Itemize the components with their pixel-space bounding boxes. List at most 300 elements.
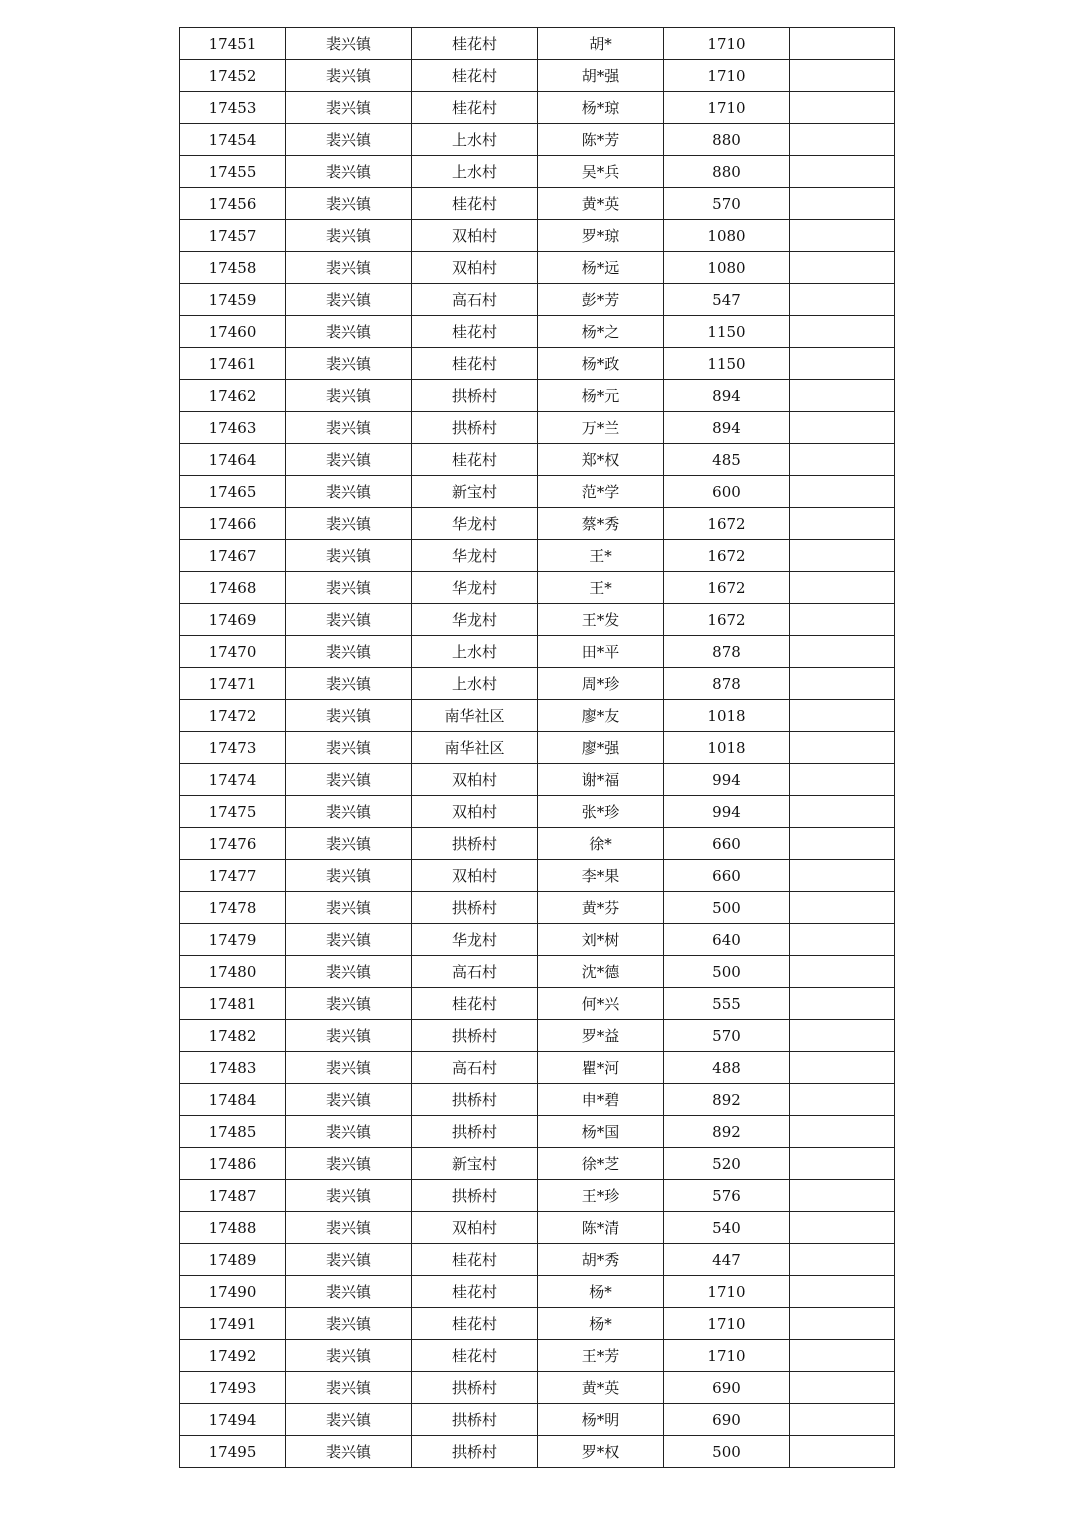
cell-amount: 690 [664,1372,790,1404]
cell-amount: 547 [664,284,790,316]
cell-name: 刘*树 [538,924,664,956]
cell-serial-number: 17464 [180,444,286,476]
cell-town: 裴兴镇 [286,28,412,60]
cell-name: 吴*兵 [538,156,664,188]
cell-town: 裴兴镇 [286,1180,412,1212]
cell-village: 华龙村 [412,924,538,956]
cell-note [790,348,895,380]
cell-serial-number: 17460 [180,316,286,348]
cell-town: 裴兴镇 [286,1052,412,1084]
cell-note [790,1020,895,1052]
cell-town: 裴兴镇 [286,604,412,636]
cell-note [790,1372,895,1404]
cell-name: 王*珍 [538,1180,664,1212]
cell-amount: 894 [664,412,790,444]
cell-amount: 892 [664,1084,790,1116]
cell-village: 桂花村 [412,1340,538,1372]
cell-note [790,412,895,444]
table-row [180,732,895,764]
cell-name: 瞿*河 [538,1052,664,1084]
cell-name: 何*兴 [538,988,664,1020]
cell-note [790,1308,895,1340]
cell-serial-number: 17490 [180,1276,286,1308]
cell-serial-number: 17478 [180,892,286,924]
cell-town: 裴兴镇 [286,1372,412,1404]
cell-name: 杨*琼 [538,92,664,124]
cell-name: 杨*国 [538,1116,664,1148]
cell-village: 双柏村 [412,764,538,796]
cell-town: 裴兴镇 [286,924,412,956]
cell-serial-number: 17495 [180,1436,286,1468]
table-row [180,1180,895,1212]
cell-village: 桂花村 [412,1244,538,1276]
cell-amount: 1710 [664,1308,790,1340]
cell-town: 裴兴镇 [286,380,412,412]
cell-note [790,1276,895,1308]
cell-serial-number: 17481 [180,988,286,1020]
cell-name: 陈*清 [538,1212,664,1244]
cell-note [790,1180,895,1212]
table-body [180,28,895,1468]
cell-note [790,1116,895,1148]
cell-town: 裴兴镇 [286,700,412,732]
cell-town: 裴兴镇 [286,732,412,764]
cell-amount: 1710 [664,1276,790,1308]
cell-note [790,860,895,892]
cell-amount: 1150 [664,316,790,348]
cell-amount: 892 [664,1116,790,1148]
cell-note [790,1148,895,1180]
cell-note [790,956,895,988]
table-row [180,1212,895,1244]
cell-note [790,1340,895,1372]
cell-village: 高石村 [412,956,538,988]
cell-serial-number: 17457 [180,220,286,252]
table-row [180,1436,895,1468]
cell-serial-number: 17480 [180,956,286,988]
table-row [180,1052,895,1084]
cell-name: 田*平 [538,636,664,668]
cell-name: 廖*友 [538,700,664,732]
table-row [180,604,895,636]
cell-name: 廖*强 [538,732,664,764]
cell-village: 上水村 [412,156,538,188]
cell-village: 桂花村 [412,1308,538,1340]
cell-amount: 540 [664,1212,790,1244]
cell-village: 拱桥村 [412,1436,538,1468]
cell-serial-number: 17482 [180,1020,286,1052]
cell-amount: 994 [664,796,790,828]
cell-town: 裴兴镇 [286,860,412,892]
cell-note [790,892,895,924]
cell-serial-number: 17473 [180,732,286,764]
table-row [180,316,895,348]
cell-village: 桂花村 [412,316,538,348]
cell-amount: 485 [664,444,790,476]
cell-village: 拱桥村 [412,1020,538,1052]
cell-name: 杨*之 [538,316,664,348]
cell-serial-number: 17494 [180,1404,286,1436]
cell-town: 裴兴镇 [286,60,412,92]
cell-name: 王*发 [538,604,664,636]
cell-note [790,380,895,412]
cell-amount: 660 [664,860,790,892]
cell-town: 裴兴镇 [286,828,412,860]
cell-town: 裴兴镇 [286,1212,412,1244]
cell-note [790,1084,895,1116]
cell-village: 拱桥村 [412,1116,538,1148]
cell-village: 高石村 [412,284,538,316]
cell-serial-number: 17471 [180,668,286,700]
cell-amount: 1150 [664,348,790,380]
table-row [180,668,895,700]
table-row [180,988,895,1020]
cell-serial-number: 17484 [180,1084,286,1116]
cell-serial-number: 17491 [180,1308,286,1340]
cell-village: 拱桥村 [412,1404,538,1436]
cell-name: 杨*明 [538,1404,664,1436]
cell-amount: 500 [664,892,790,924]
cell-note [790,220,895,252]
table-row [180,92,895,124]
cell-note [790,188,895,220]
cell-amount: 600 [664,476,790,508]
cell-name: 徐*芝 [538,1148,664,1180]
cell-village: 拱桥村 [412,828,538,860]
cell-amount: 1672 [664,540,790,572]
cell-village: 拱桥村 [412,1372,538,1404]
cell-name: 黄*英 [538,188,664,220]
cell-serial-number: 17462 [180,380,286,412]
cell-town: 裴兴镇 [286,1276,412,1308]
cell-village: 桂花村 [412,60,538,92]
cell-note [790,732,895,764]
table-row [180,1340,895,1372]
table-row [180,540,895,572]
cell-name: 徐* [538,828,664,860]
cell-town: 裴兴镇 [286,252,412,284]
cell-note [790,540,895,572]
cell-amount: 1710 [664,92,790,124]
cell-note [790,636,895,668]
cell-note [790,988,895,1020]
cell-name: 胡*强 [538,60,664,92]
cell-note [790,92,895,124]
subsidy-table [179,27,895,1468]
cell-town: 裴兴镇 [286,1404,412,1436]
cell-town: 裴兴镇 [286,124,412,156]
cell-name: 彭*芳 [538,284,664,316]
cell-amount: 660 [664,828,790,860]
cell-note [790,700,895,732]
table-row [180,220,895,252]
cell-village: 华龙村 [412,540,538,572]
table-row [180,188,895,220]
cell-amount: 880 [664,156,790,188]
table-row [180,860,895,892]
cell-serial-number: 17472 [180,700,286,732]
cell-amount: 1672 [664,572,790,604]
cell-note [790,1244,895,1276]
table-row [180,156,895,188]
cell-village: 上水村 [412,668,538,700]
cell-name: 杨* [538,1308,664,1340]
table-row [180,1020,895,1052]
cell-name: 王* [538,540,664,572]
cell-serial-number: 17489 [180,1244,286,1276]
table-row [180,1276,895,1308]
cell-name: 陈*芳 [538,124,664,156]
cell-town: 裴兴镇 [286,284,412,316]
cell-amount: 1018 [664,732,790,764]
cell-note [790,1436,895,1468]
cell-note [790,252,895,284]
cell-village: 新宝村 [412,1148,538,1180]
table-row [180,764,895,796]
cell-amount: 1080 [664,252,790,284]
cell-village: 拱桥村 [412,892,538,924]
cell-serial-number: 17485 [180,1116,286,1148]
cell-note [790,316,895,348]
table-row [180,476,895,508]
cell-serial-number: 17488 [180,1212,286,1244]
cell-amount: 570 [664,188,790,220]
cell-serial-number: 17458 [180,252,286,284]
cell-amount: 880 [664,124,790,156]
cell-amount: 994 [664,764,790,796]
cell-amount: 555 [664,988,790,1020]
cell-note [790,924,895,956]
cell-note [790,1212,895,1244]
cell-note [790,508,895,540]
cell-serial-number: 17452 [180,60,286,92]
cell-amount: 500 [664,956,790,988]
cell-serial-number: 17456 [180,188,286,220]
cell-note [790,828,895,860]
cell-name: 王* [538,572,664,604]
cell-town: 裴兴镇 [286,1436,412,1468]
cell-village: 桂花村 [412,444,538,476]
cell-name: 万*兰 [538,412,664,444]
cell-serial-number: 17486 [180,1148,286,1180]
cell-serial-number: 17453 [180,92,286,124]
table-row [180,508,895,540]
cell-town: 裴兴镇 [286,444,412,476]
cell-town: 裴兴镇 [286,668,412,700]
cell-town: 裴兴镇 [286,1148,412,1180]
table-row [180,284,895,316]
table-row [180,1116,895,1148]
cell-town: 裴兴镇 [286,412,412,444]
cell-town: 裴兴镇 [286,220,412,252]
cell-name: 杨* [538,1276,664,1308]
cell-town: 裴兴镇 [286,316,412,348]
cell-name: 罗*益 [538,1020,664,1052]
cell-village: 上水村 [412,636,538,668]
cell-note [790,1404,895,1436]
cell-town: 裴兴镇 [286,92,412,124]
cell-amount: 690 [664,1404,790,1436]
cell-name: 蔡*秀 [538,508,664,540]
cell-serial-number: 17468 [180,572,286,604]
cell-town: 裴兴镇 [286,540,412,572]
cell-serial-number: 17479 [180,924,286,956]
table-row [180,412,895,444]
table-row [180,1148,895,1180]
cell-note [790,28,895,60]
cell-serial-number: 17493 [180,1372,286,1404]
cell-amount: 1710 [664,60,790,92]
cell-village: 双柏村 [412,252,538,284]
cell-town: 裴兴镇 [286,1084,412,1116]
table-row [180,380,895,412]
cell-serial-number: 17487 [180,1180,286,1212]
cell-serial-number: 17474 [180,764,286,796]
cell-name: 谢*福 [538,764,664,796]
table-row [180,700,895,732]
cell-name: 杨*政 [538,348,664,380]
cell-town: 裴兴镇 [286,1244,412,1276]
cell-village: 拱桥村 [412,1084,538,1116]
cell-town: 裴兴镇 [286,1340,412,1372]
cell-name: 杨*远 [538,252,664,284]
cell-serial-number: 17470 [180,636,286,668]
table-row [180,124,895,156]
cell-serial-number: 17459 [180,284,286,316]
cell-amount: 576 [664,1180,790,1212]
cell-amount: 894 [664,380,790,412]
table-row [180,1084,895,1116]
cell-note [790,572,895,604]
table-row [180,572,895,604]
cell-town: 裴兴镇 [286,764,412,796]
table-row [180,636,895,668]
table-row [180,252,895,284]
cell-village: 华龙村 [412,604,538,636]
cell-town: 裴兴镇 [286,1308,412,1340]
cell-name: 胡* [538,28,664,60]
cell-serial-number: 17467 [180,540,286,572]
cell-town: 裴兴镇 [286,508,412,540]
cell-village: 桂花村 [412,348,538,380]
table-row [180,28,895,60]
cell-village: 南华社区 [412,732,538,764]
cell-note [790,604,895,636]
cell-town: 裴兴镇 [286,892,412,924]
cell-village: 拱桥村 [412,1180,538,1212]
cell-village: 拱桥村 [412,412,538,444]
cell-name: 王*芳 [538,1340,664,1372]
table-row [180,828,895,860]
cell-amount: 1710 [664,28,790,60]
cell-town: 裴兴镇 [286,988,412,1020]
cell-note [790,668,895,700]
cell-serial-number: 17483 [180,1052,286,1084]
cell-village: 桂花村 [412,188,538,220]
cell-amount: 1080 [664,220,790,252]
cell-town: 裴兴镇 [286,1116,412,1148]
cell-serial-number: 17477 [180,860,286,892]
cell-town: 裴兴镇 [286,956,412,988]
cell-name: 郑*权 [538,444,664,476]
cell-name: 罗*琼 [538,220,664,252]
cell-name: 李*果 [538,860,664,892]
cell-amount: 878 [664,636,790,668]
cell-name: 罗*权 [538,1436,664,1468]
cell-name: 黄*芬 [538,892,664,924]
cell-village: 桂花村 [412,988,538,1020]
cell-name: 张*珍 [538,796,664,828]
cell-village: 华龙村 [412,572,538,604]
cell-amount: 1018 [664,700,790,732]
table-row [180,348,895,380]
cell-name: 黄*英 [538,1372,664,1404]
table-row [180,796,895,828]
table-row [180,1244,895,1276]
cell-town: 裴兴镇 [286,1020,412,1052]
table-row [180,60,895,92]
cell-town: 裴兴镇 [286,156,412,188]
cell-amount: 1710 [664,1340,790,1372]
cell-note [790,796,895,828]
cell-serial-number: 17451 [180,28,286,60]
cell-serial-number: 17465 [180,476,286,508]
cell-village: 上水村 [412,124,538,156]
cell-village: 拱桥村 [412,380,538,412]
cell-serial-number: 17466 [180,508,286,540]
table-row [180,956,895,988]
cell-village: 双柏村 [412,1212,538,1244]
cell-village: 桂花村 [412,92,538,124]
cell-amount: 447 [664,1244,790,1276]
cell-serial-number: 17455 [180,156,286,188]
cell-village: 桂花村 [412,28,538,60]
cell-town: 裴兴镇 [286,348,412,380]
cell-town: 裴兴镇 [286,572,412,604]
cell-note [790,1052,895,1084]
table-row [180,1308,895,1340]
table-row [180,924,895,956]
cell-village: 新宝村 [412,476,538,508]
cell-amount: 1672 [664,604,790,636]
cell-amount: 500 [664,1436,790,1468]
cell-village: 双柏村 [412,220,538,252]
cell-village: 双柏村 [412,796,538,828]
cell-village: 双柏村 [412,860,538,892]
cell-amount: 640 [664,924,790,956]
cell-serial-number: 17469 [180,604,286,636]
cell-village: 南华社区 [412,700,538,732]
cell-note [790,124,895,156]
cell-amount: 520 [664,1148,790,1180]
cell-name: 胡*秀 [538,1244,664,1276]
cell-note [790,284,895,316]
cell-note [790,444,895,476]
cell-town: 裴兴镇 [286,636,412,668]
cell-amount: 570 [664,1020,790,1052]
cell-name: 杨*元 [538,380,664,412]
cell-name: 申*碧 [538,1084,664,1116]
table-row [180,444,895,476]
table-row [180,892,895,924]
cell-amount: 1672 [664,508,790,540]
cell-note [790,476,895,508]
cell-village: 高石村 [412,1052,538,1084]
cell-town: 裴兴镇 [286,188,412,220]
cell-name: 沈*德 [538,956,664,988]
cell-town: 裴兴镇 [286,476,412,508]
cell-serial-number: 17475 [180,796,286,828]
